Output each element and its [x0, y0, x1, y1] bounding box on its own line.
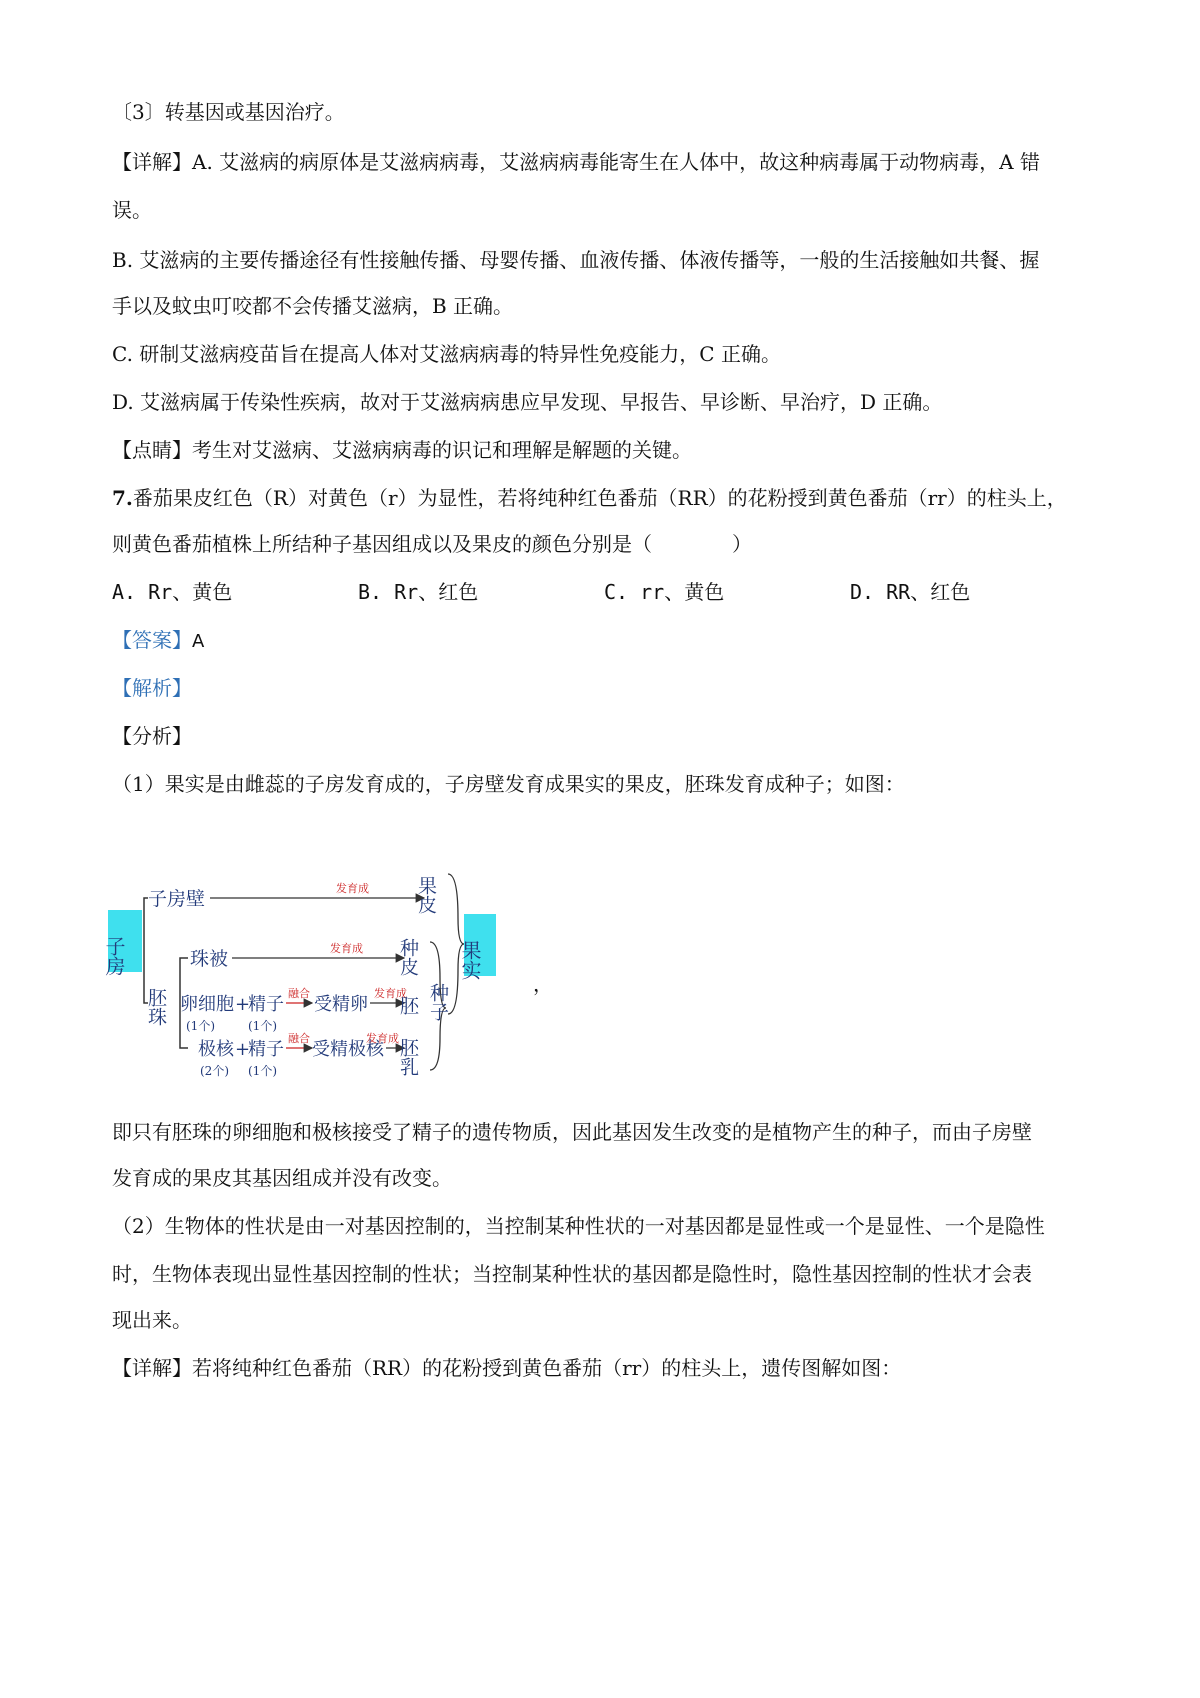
plus-sign: + — [235, 994, 251, 1015]
text-line: C. 研制艾滋病疫苗旨在提高人体对艾滋病病毒的特异性免疫能力，C 正确。 — [112, 342, 781, 366]
question-stem — [112, 484, 1067, 512]
analysis-label: 【解析】 — [112, 676, 192, 700]
fuse-label: 融合 — [288, 987, 310, 1000]
option-c: C. rr、黄色 — [604, 580, 725, 604]
text-line: D. 艾滋病属于传染性疾病，故对于艾滋病病患应早发现、早报告、早诊断、早治疗，D 正确。 — [112, 390, 943, 414]
option-a: A. Rr、黄色 — [112, 580, 233, 604]
endosperm: 胚乳 — [397, 1038, 419, 1076]
paragraph-1: （1）果实是由雌蕊的子房发育成的，子房壁发育成果实的果皮，胚珠发育成种子；如图： — [112, 772, 905, 796]
fruit-label: 果实 — [458, 940, 482, 980]
seed-coat: 种皮 — [397, 938, 419, 976]
count-label: (1个) — [248, 1064, 277, 1078]
integument: 珠被 — [190, 948, 229, 970]
paragraph-3b: 时，生物体表现出显性基因控制的性状；当控制某种性状的基因都是隐性时，隐性基因控制的性状才会表 — [112, 1262, 1032, 1286]
question-stem-2: 则黄色番茄植株上所结种子基因组成以及果皮的颜色分别是（ ） — [112, 532, 752, 556]
develops-label: 发育成 — [374, 987, 407, 1000]
count-label: (2个) — [200, 1064, 229, 1078]
pericarp: 果皮 — [415, 876, 437, 914]
fertilized-egg: 受精卵 — [314, 994, 368, 1015]
text-line: B. 艾滋病的主要传播途径有性接触传播、母婴传播、血液传播、体液传播等，一般的生活接触如共餐、握 — [112, 248, 1040, 272]
ovary-wall: 子房壁 — [148, 888, 206, 910]
ovule: 胚珠 — [145, 988, 167, 1026]
ovary-development-diagram — [102, 858, 538, 1088]
paragraph-2: 即只有胚珠的卵细胞和极核接受了精子的遗传物质，因此基因发生改变的是植物产生的种子，而由子房壁 — [112, 1120, 1032, 1144]
option-d: D. RR、红色 — [850, 580, 971, 604]
sperm: 精子 — [248, 994, 284, 1015]
polar-nuclei: 极核 — [198, 1039, 234, 1060]
trailing-comma: ， — [533, 972, 553, 996]
answer — [112, 626, 204, 656]
plus-sign: + — [235, 1039, 251, 1060]
detail-line: 【详解】若将纯种红色番茄（RR）的花粉授到黄色番茄（rr）的柱头上，遗传图解如图： — [112, 1356, 902, 1380]
develops-label: 发育成 — [366, 1032, 399, 1045]
option-b: B. Rr、红色 — [358, 580, 479, 604]
fenxi-label: 【分析】 — [112, 724, 192, 748]
develops-label: 发育成 — [336, 882, 369, 895]
text-line: 〔3〕转基因或基因治疗。 — [112, 100, 345, 124]
question-number: 7. — [112, 486, 133, 510]
ovary-label: 子房 — [102, 936, 126, 976]
egg-cell: 卵细胞 — [180, 994, 234, 1015]
count-label: (1个) — [186, 1019, 215, 1033]
text-line: 【详解】A. 艾滋病的病原体是艾滋病病毒，艾滋病病毒能寄生在人体中，故这种病毒属于动物病毒，A 错 — [112, 150, 1040, 174]
answer-value: A — [192, 631, 205, 652]
develops-label: 发育成 — [330, 942, 363, 955]
answer-label: 【答案】 — [112, 628, 192, 652]
text-line: 【点睛】考生对艾滋病、艾滋病病毒的识记和理解是解题的关键。 — [112, 438, 692, 462]
fertilized-polar-nuclei: 受精极核 — [312, 1039, 384, 1060]
text-line: 手以及蚊虫叮咬都不会传播艾滋病，B 正确。 — [112, 294, 514, 318]
paragraph-3c: 现出来。 — [112, 1308, 192, 1332]
count-label: (1个) — [248, 1019, 277, 1033]
embryo: 胚 — [397, 996, 419, 1015]
seed: 种子 — [427, 983, 449, 1021]
question-stem-text: 番茄果皮红色（R）对黄色（r）为显性，若将纯种红色番茄（RR）的花粉授到黄色番茄（rr）的柱头上， — [132, 486, 1067, 510]
sperm: 精子 — [248, 1039, 284, 1060]
text-line: 误。 — [112, 198, 152, 222]
paragraph-3: （2）生物体的性状是由一对基因控制的，当控制某种性状的一对基因都是显性或一个是显性、一个是隐性 — [112, 1214, 1045, 1238]
fuse-label: 融合 — [288, 1032, 310, 1045]
paragraph-2b: 发育成的果皮其基因组成并没有改变。 — [112, 1166, 452, 1190]
